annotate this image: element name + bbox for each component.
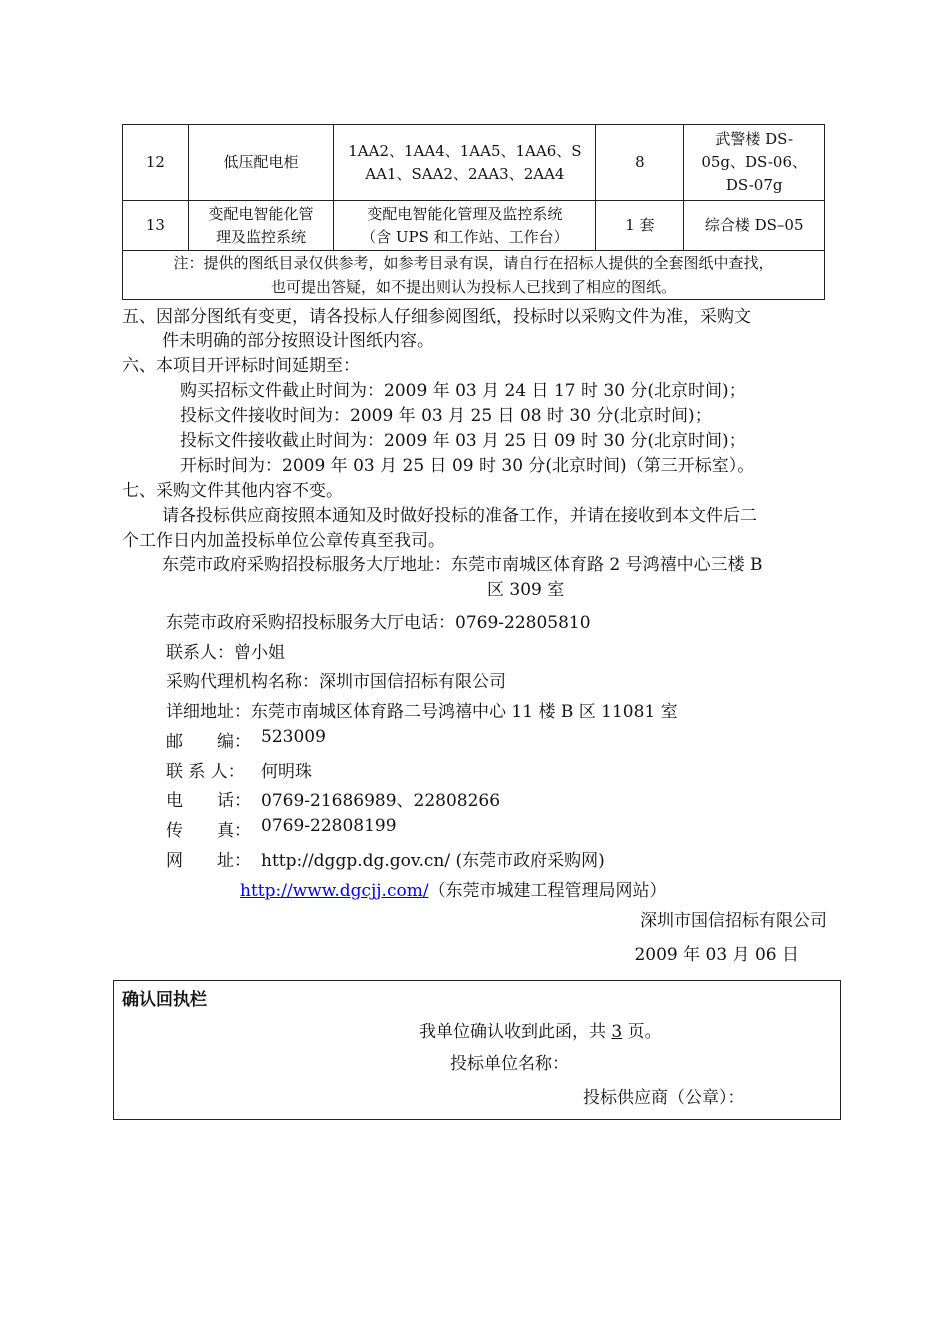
row-number: 12 bbox=[123, 125, 189, 201]
equipment-name: 变配电智能化管 理及监控系统 bbox=[188, 201, 334, 251]
website-2 bbox=[240, 876, 667, 901]
agency-address: 详细地址：东莞市南城区体育路二号鸿禧中心 11 楼 B 区 11081 室 bbox=[166, 702, 678, 722]
phone-value: 0769-21686989、22808266 bbox=[261, 791, 501, 811]
hall-address-line-1: 东莞市政府采购招投标服务大厅地址：东莞市南城区体育路 2 号鸿禧中心三楼 B bbox=[162, 555, 763, 575]
schedule-item: 投标文件接收时间为：2009 年 03 月 25 日 08 时 30 分(北京时间)； bbox=[180, 406, 712, 426]
schedule-item: 开标时间为：2009 年 03 月 25 日 09 时 30 分(北京时间)（第三开标室）。 bbox=[180, 456, 755, 476]
section-7-title: 七、采购文件其他内容不变。 bbox=[122, 481, 343, 501]
drawing-list-table bbox=[122, 124, 825, 300]
receipt-confirm-line: 我单位确认收到此函，共 3 页。 bbox=[419, 1022, 662, 1042]
drawing-location: 武警楼 DS- 05g、DS-06、 DS-07g bbox=[684, 125, 825, 201]
schedule-item: 投标文件接收截止时间为：2009 年 03 月 25 日 09 时 30 分(北京时间)； bbox=[180, 431, 746, 451]
table-note-row bbox=[123, 251, 825, 300]
section-5-line-2: 件未明确的部分按照设计图纸内容。 bbox=[162, 331, 434, 351]
receipt-box bbox=[113, 980, 841, 1120]
drawing-location: 综合楼 DS–05 bbox=[684, 201, 825, 251]
section-5-line-1: 五、因部分图纸有变更，请各投标人仔细参阅图纸，投标时以采购文件为准，采购文 bbox=[122, 307, 751, 327]
website-2-desc: （东莞市城建工程管理局网站） bbox=[428, 881, 667, 901]
page-count: 3 bbox=[611, 1022, 623, 1042]
bidder-name-line: 投标单位名称： bbox=[450, 1054, 569, 1074]
bidder-seal-line: 投标供应商（公章）： bbox=[583, 1088, 745, 1108]
signing-company: 深圳市国信招标有限公司 bbox=[640, 911, 827, 931]
postcode-value: 523009 bbox=[261, 727, 326, 747]
notice-line-2: 个工作日内加盖投标单位公章传真至我司。 bbox=[122, 531, 445, 551]
hall-address-line-2: 区 309 室 bbox=[487, 580, 565, 600]
contact-value: 何明珠 bbox=[261, 762, 312, 782]
quantity: 8 bbox=[596, 125, 684, 201]
equipment-codes: 1AA2、1AA4、1AA5、1AA6、S AA1、SAA2、2AA3、2AA4 bbox=[334, 125, 596, 201]
table-note: 注：提供的图纸目录仅供参考，如参考目录有误，请自行在招标人提供的全套图纸中查找， 也可提出答疑，如不提出则认为投标人已找到了相应的图纸。 bbox=[123, 251, 825, 300]
table-row bbox=[123, 125, 825, 201]
phone-label: 电 话： bbox=[166, 791, 251, 811]
table-row bbox=[123, 201, 825, 251]
quantity: 1 套 bbox=[596, 201, 684, 251]
equipment-codes: 变配电智能化管理及监控系统 （含 UPS 和工作站、工作台） bbox=[334, 201, 596, 251]
equipment-name: 低压配电柜 bbox=[188, 125, 334, 201]
fax-label: 传 真： bbox=[166, 821, 251, 841]
contact-person: 联系人：曾小姐 bbox=[166, 643, 285, 663]
website-label: 网 址： bbox=[166, 851, 251, 871]
contact-label: 联 系 人： bbox=[166, 762, 245, 782]
postcode-label: 邮 编： bbox=[166, 732, 251, 752]
row-number: 13 bbox=[123, 201, 189, 251]
website-2-link[interactable]: http://www.dgcjj.com/ bbox=[240, 881, 429, 901]
fax-value: 0769-22808199 bbox=[261, 816, 397, 836]
notice-line-1: 请各投标供应商按照本通知及时做好投标的准备工作，并请在接收到本文件后二 bbox=[162, 506, 757, 526]
section-6-title: 六、本项目开评标时间延期至： bbox=[122, 356, 360, 376]
receipt-title: 确认回执栏 bbox=[122, 990, 207, 1010]
agency-name: 采购代理机构名称：深圳市国信招标有限公司 bbox=[166, 672, 506, 692]
website-1: http://dggp.dg.gov.cn/ (东莞市政府采购网) bbox=[261, 851, 605, 871]
schedule-item: 购买招标文件截止时间为：2009 年 03 月 24 日 17 时 30 分(北京时间)； bbox=[180, 381, 746, 401]
signing-date: 2009 年 03 月 06 日 bbox=[634, 945, 799, 965]
hall-phone: 东莞市政府采购招投标服务大厅电话：0769-22805810 bbox=[166, 613, 591, 633]
